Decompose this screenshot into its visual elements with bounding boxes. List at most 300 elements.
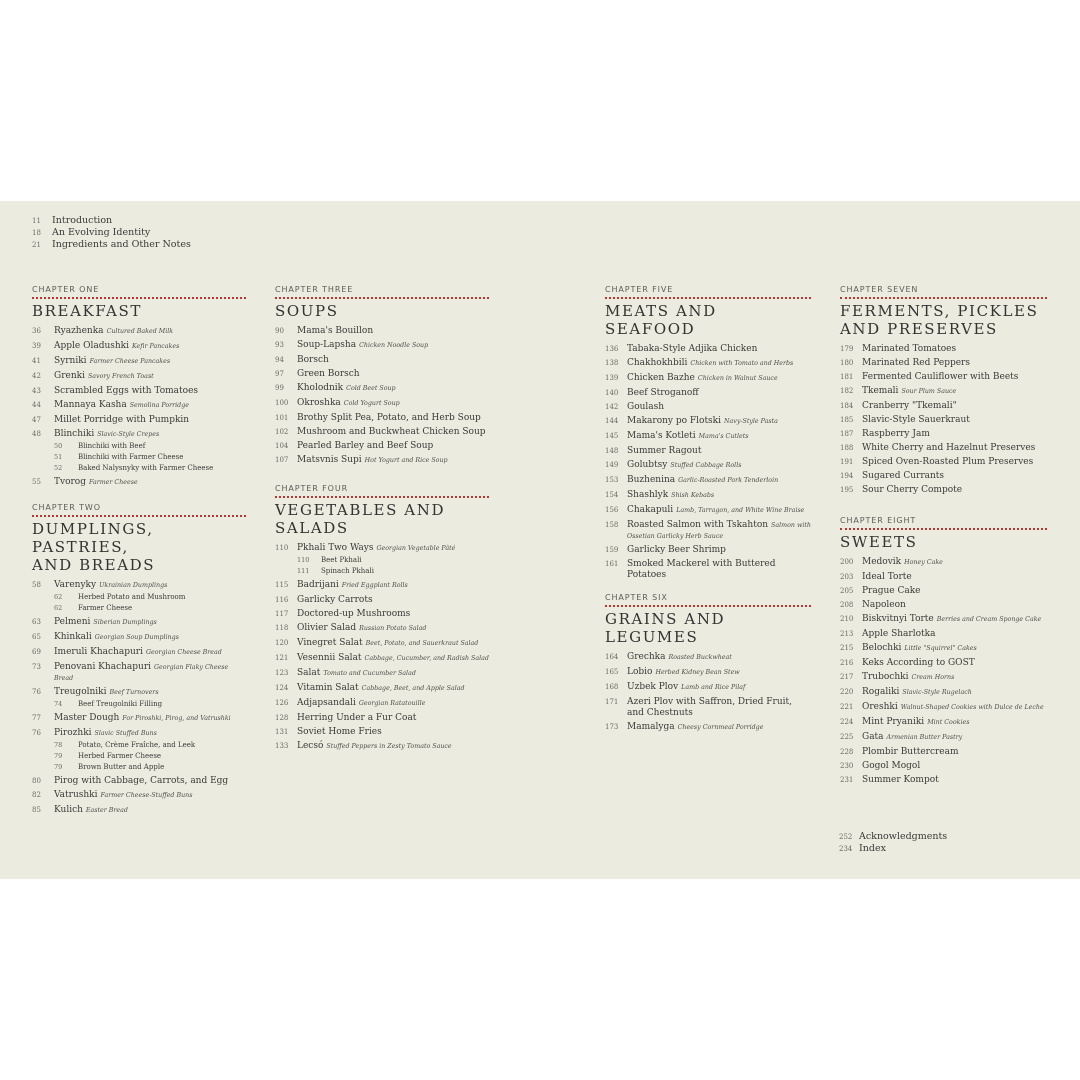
- recipe-subtitle: Stuffed Cabbage Rolls: [670, 462, 742, 469]
- recipe-title: Lobio: [627, 667, 653, 677]
- recipe-title: Spiced Oven-Roasted Plum Preserves: [862, 457, 1034, 467]
- back-matter-list: [839, 831, 947, 855]
- recipe-entry: [275, 666, 489, 681]
- recipe-title: Roasted Salmon with Tskahton: [627, 520, 769, 530]
- recipe-title: Treugolniki: [54, 687, 107, 697]
- page-number: 161: [605, 560, 619, 568]
- page-number: 104: [275, 442, 289, 450]
- recipe-text: [862, 399, 1047, 413]
- recipe-text: [627, 720, 811, 735]
- recipe-entry: [275, 324, 489, 338]
- chapter-breakfast: [32, 285, 246, 490]
- page-number: 133: [275, 742, 289, 750]
- recipe-title: Sour Cherry Compote: [862, 485, 963, 495]
- page-number: 252: [839, 833, 853, 841]
- recipe-variation: [54, 464, 246, 475]
- recipe-entry: [605, 680, 811, 695]
- page-number: 76: [32, 688, 41, 696]
- recipe-text: [297, 439, 489, 453]
- recipe-text: [862, 745, 1047, 759]
- chapter-label: CHAPTER THREE: [275, 285, 489, 299]
- recipe-subtitle: Chicken Noodle Soup: [359, 342, 429, 349]
- recipe-entry: [605, 414, 811, 429]
- recipe-title: Borsch: [297, 355, 329, 365]
- recipe-entry: [840, 427, 1047, 441]
- recipe-title: Imeruli Khachapuri: [54, 647, 143, 657]
- page-number: 208: [840, 601, 854, 609]
- recipe-title: Tkemali: [862, 386, 899, 396]
- recipe-title: Syrniki: [54, 356, 87, 366]
- recipe-text: [627, 518, 811, 543]
- recipe-subtitle: For Piroshki, Pirog, and Vatrushki: [122, 715, 231, 722]
- page-number: 144: [605, 417, 619, 425]
- page-number: 179: [840, 345, 854, 353]
- recipe-title: Slavic-Style Sauerkraut: [862, 415, 970, 425]
- recipe-text: [297, 578, 489, 593]
- page-number: 111: [297, 567, 310, 575]
- recipe-text: [54, 803, 246, 818]
- recipe-subtitle: Garlic-Roasted Pork Tenderloin: [678, 477, 779, 484]
- recipe-text: [862, 700, 1047, 715]
- page-number: 148: [605, 447, 619, 455]
- recipe-entry: [840, 342, 1047, 356]
- recipe-text: [297, 651, 489, 666]
- page-number: 110: [275, 544, 289, 552]
- recipe-entry: [605, 342, 811, 356]
- recipe-text: [54, 475, 246, 490]
- page-number: 39: [32, 342, 41, 350]
- page-number: 123: [275, 669, 289, 677]
- recipe-entry: [605, 400, 811, 414]
- recipe-subtitle: Slavic-Style Crepes: [97, 431, 160, 438]
- recipe-title: Millet Porridge with Pumpkin: [54, 415, 190, 425]
- recipe-title: Vesennii Salat: [297, 653, 362, 663]
- recipe-entry: [275, 696, 489, 711]
- recipe-title: Makarony po Flotski: [627, 416, 722, 426]
- recipe-subtitle: Georgian Soup Dumplings: [94, 634, 179, 641]
- recipe-entry: [275, 439, 489, 453]
- recipe-text: [54, 369, 246, 384]
- page-number: 203: [840, 573, 854, 581]
- recipe-variation: [297, 567, 489, 578]
- recipe-text: [862, 612, 1047, 627]
- recipe-entry: [32, 803, 246, 818]
- page-number: 93: [275, 341, 284, 349]
- page-number: 187: [840, 430, 854, 438]
- recipe-entry: [275, 411, 489, 425]
- recipe-subtitle: Armenian Butter Pastry: [886, 734, 963, 741]
- recipe-subtitle: Sour Plum Sauce: [901, 388, 957, 395]
- recipe-subtitle: Little "Squirrel" Cakes: [904, 645, 977, 652]
- recipe-entry: [275, 381, 489, 396]
- recipe-text: [297, 711, 489, 725]
- page-number: 171: [605, 698, 619, 706]
- recipe-title: Fermented Cauliflower with Beets: [862, 372, 1019, 382]
- recipe-title: Azeri Plov with Saffron, Dried Fruit, and Chestnuts: [627, 697, 792, 718]
- page-number: 85: [32, 806, 41, 814]
- recipe-entry: [32, 578, 246, 593]
- page-number: 131: [275, 728, 289, 736]
- recipe-entry: [605, 473, 811, 488]
- recipe-title: Mannaya Kasha: [54, 400, 127, 410]
- recipe-entry: [32, 711, 246, 726]
- recipe-subtitle: Stuffed Peppers in Zesty Tomato Sauce: [326, 743, 452, 750]
- page-number: 76: [32, 729, 41, 737]
- page-number: 136: [605, 345, 619, 353]
- recipe-entry: [32, 645, 246, 660]
- recipe-subtitle: Cabbage, Beet, and Apple Salad: [361, 685, 465, 692]
- recipe-entry: [605, 665, 811, 680]
- recipe-variation: [54, 741, 246, 752]
- recipe-text: [862, 441, 1047, 455]
- recipe-text: [627, 371, 811, 386]
- recipe-subtitle: Lamb and Rice Pilaf: [681, 684, 746, 691]
- page-number: 55: [32, 478, 41, 486]
- recipe-text: [627, 557, 811, 582]
- page-number: 210: [840, 615, 854, 623]
- variation-title: Blinchiki with Farmer Cheese: [78, 453, 184, 461]
- chapter-label: CHAPTER ONE: [32, 285, 246, 299]
- recipe-variation: [54, 763, 246, 774]
- recipe-title: Varenyky: [54, 580, 97, 590]
- recipe-text: [627, 444, 811, 458]
- recipe-text: [627, 342, 811, 356]
- recipe-text: [54, 384, 246, 398]
- page-number: 220: [840, 688, 854, 696]
- entry-title: Acknowledgments: [859, 831, 948, 842]
- recipe-title: Mama's Kotleti: [627, 431, 696, 441]
- recipe-subtitle: Cold Yogurt Soup: [343, 400, 400, 407]
- recipe-text: [297, 725, 489, 739]
- recipe-entry: [840, 356, 1047, 370]
- page-number: 74: [54, 700, 63, 708]
- recipe-text: [627, 543, 811, 557]
- recipe-subtitle: Georgian Vegetable Pâté: [376, 545, 456, 552]
- page-number: 121: [275, 654, 289, 662]
- recipe-entry: [840, 584, 1047, 598]
- recipe-subtitle: Farmer Cheese: [89, 479, 138, 486]
- recipe-title: Goulash: [627, 402, 665, 412]
- variation-title: Herbed Potato and Mushroom: [78, 593, 186, 601]
- recipe-subtitle: Kefir Pancakes: [132, 343, 180, 350]
- page-number: 225: [840, 733, 854, 741]
- recipe-subtitle: Mint Cookies: [927, 719, 970, 726]
- recipe-title: Biskvitnyi Torte: [862, 614, 934, 624]
- page-number: 51: [54, 453, 63, 461]
- recipe-entry: [605, 720, 811, 735]
- recipe-subtitle: Beet, Potato, and Sauerkraut Salad: [365, 640, 479, 647]
- recipe-title: Golubtsy: [627, 460, 668, 470]
- recipe-entry: [605, 371, 811, 386]
- recipe-subtitle: Cultured Baked Milk: [106, 328, 174, 335]
- page-number: 142: [605, 403, 619, 411]
- page-number: 11: [32, 217, 41, 225]
- recipe-entry: [605, 386, 811, 400]
- recipe-title: Keks According to GOST: [862, 658, 975, 668]
- page-number: 154: [605, 491, 619, 499]
- page-number: 145: [605, 432, 619, 440]
- recipe-title: Gata: [862, 732, 884, 742]
- recipe-title: Pelmeni: [54, 617, 91, 627]
- recipe-subtitle: Lamb, Tarragon, and White Wine Braise: [676, 507, 805, 514]
- variation-title: Beef Treugolniki Filling: [78, 700, 163, 708]
- variation-title: Beet Pkhali: [321, 556, 362, 564]
- recipe-entry: [605, 458, 811, 473]
- recipe-subtitle: Honey Cake: [904, 559, 943, 566]
- recipe-subtitle: Chicken with Tomato and Herbs: [690, 360, 794, 367]
- recipe-title: Cranberry "Tkemali": [862, 401, 957, 411]
- chapter-title: FERMENTS, PICKLES AND PRESERVES: [840, 302, 1039, 338]
- recipe-text: [297, 593, 489, 607]
- page-number: 99: [275, 384, 284, 392]
- page-number: 217: [840, 673, 854, 681]
- recipe-subtitle: Slavic-Style Rugelach: [902, 689, 972, 696]
- recipe-text: [627, 386, 811, 400]
- recipe-variation: [54, 593, 246, 604]
- recipe-title: Tvorog: [54, 477, 86, 487]
- page-number: 181: [840, 373, 854, 381]
- recipe-text: [627, 356, 811, 371]
- recipe-entry: [32, 339, 246, 354]
- recipe-title: Chakhokhbili: [627, 358, 688, 368]
- recipe-title: Blinchiki: [54, 429, 95, 439]
- entry-title: An Evolving Identity: [52, 227, 151, 238]
- page-number: 100: [275, 399, 289, 407]
- page-number: 128: [275, 714, 289, 722]
- recipe-title: Oreshki: [862, 702, 898, 712]
- entry-title: Ingredients and Other Notes: [52, 239, 191, 250]
- page-number: 90: [275, 327, 284, 335]
- page-number: 195: [840, 486, 854, 494]
- page-number: 153: [605, 476, 619, 484]
- page-number: 191: [840, 458, 854, 466]
- page-number: 79: [54, 763, 63, 771]
- recipe-text: [862, 715, 1047, 730]
- recipe-entry: [32, 660, 246, 685]
- recipe-entry: [275, 636, 489, 651]
- page-number: 139: [605, 374, 619, 382]
- recipe-title: Apple Sharlotka: [862, 629, 936, 639]
- recipe-subtitle: Siberian Dumplings: [93, 619, 157, 626]
- chapter-title: DUMPLINGS, PASTRIES, AND BREADS: [32, 520, 156, 574]
- recipe-text: [627, 695, 811, 720]
- recipe-entry: [32, 324, 246, 339]
- recipe-entry: [605, 695, 811, 720]
- recipe-title: Olivier Salad: [297, 623, 357, 633]
- page-number: 21: [32, 241, 41, 249]
- recipe-text: [297, 324, 489, 338]
- recipe-entry: [605, 543, 811, 557]
- page-number: 62: [54, 593, 63, 601]
- recipe-entry: [275, 681, 489, 696]
- recipe-text: [297, 607, 489, 621]
- recipe-text: [54, 660, 246, 685]
- recipe-entry: [275, 651, 489, 666]
- recipe-text: [862, 759, 1047, 773]
- recipe-subtitle: Georgian Flaky Cheese Bread: [54, 664, 229, 682]
- recipe-title: Brothy Split Pea, Potato, and Herb Soup: [297, 413, 481, 423]
- variation-title: Baked Nalysnyky with Farmer Cheese: [78, 464, 214, 472]
- page-number: 62: [54, 604, 63, 612]
- recipe-entry: [32, 398, 246, 413]
- recipe-entry: [840, 612, 1047, 627]
- recipe-title: Rogaliki: [862, 687, 900, 697]
- page-number: 69: [32, 648, 41, 656]
- page-number: 182: [840, 387, 854, 395]
- recipe-title: Mamalyga: [627, 722, 675, 732]
- back-matter-item: [839, 831, 947, 843]
- recipe-text: [862, 641, 1047, 656]
- chapter-sweets: [840, 516, 1047, 787]
- recipe-subtitle: Walnut-Shaped Cookies with Dulce de Leche: [900, 704, 1044, 711]
- back-matter-item: [839, 843, 947, 855]
- recipe-title: Napoleon: [862, 600, 906, 610]
- recipe-entry: [32, 774, 246, 788]
- recipe-text: [54, 615, 246, 630]
- page-number: 78: [54, 741, 63, 749]
- recipe-subtitle: Tomato and Cucumber Salad: [323, 670, 416, 677]
- page-number: 102: [275, 428, 289, 436]
- recipe-entry: [605, 444, 811, 458]
- recipe-entry: [275, 578, 489, 593]
- page-number: 43: [32, 387, 41, 395]
- recipe-title: Shashlyk: [627, 490, 669, 500]
- recipe-title: Garlicky Beer Shrimp: [627, 545, 726, 555]
- page-number: 164: [605, 653, 619, 661]
- page-number: 124: [275, 684, 289, 692]
- page-number: 110: [297, 556, 310, 564]
- recipe-entry: [275, 621, 489, 636]
- recipe-text: [297, 681, 489, 696]
- recipe-text: [862, 455, 1047, 469]
- recipe-text: [627, 429, 811, 444]
- recipe-text: [862, 427, 1047, 441]
- page-number: 173: [605, 723, 619, 731]
- recipe-text: [297, 425, 489, 439]
- recipe-entry: [840, 469, 1047, 483]
- variation-title: Potato, Crème Fraîche, and Leek: [78, 741, 196, 749]
- recipe-text: [54, 685, 246, 700]
- recipe-entry: [840, 598, 1047, 612]
- chapter-ferments-pickles-preserves: [840, 285, 1047, 497]
- page-number: 80: [32, 777, 41, 785]
- recipe-text: [862, 370, 1047, 384]
- recipe-title: Herring Under a Fur Coat: [297, 713, 417, 723]
- page-number: 63: [32, 618, 41, 626]
- recipe-entry: [275, 353, 489, 367]
- chapter-meats-seafood: [605, 285, 811, 582]
- page-number: 117: [275, 610, 289, 618]
- recipe-subtitle: Cold Beet Soup: [346, 385, 396, 392]
- recipe-entry: [840, 685, 1047, 700]
- recipe-title: Mushroom and Buckwheat Chicken Soup: [297, 427, 486, 437]
- recipe-text: [54, 630, 246, 645]
- recipe-entry: [32, 726, 246, 741]
- recipe-entry: [32, 788, 246, 803]
- recipe-entry: [840, 759, 1047, 773]
- recipe-entry: [275, 396, 489, 411]
- recipe-entry: [275, 739, 489, 754]
- front-matter-list: [32, 215, 191, 251]
- recipe-entry: [840, 441, 1047, 455]
- recipe-subtitle: Hot Yogurt and Rice Soup: [364, 457, 448, 464]
- page-number: 48: [32, 430, 41, 438]
- recipe-text: [297, 396, 489, 411]
- recipe-title: Soviet Home Fries: [297, 727, 382, 737]
- recipe-variation: [54, 442, 246, 453]
- recipe-subtitle: Fried Eggplant Rolls: [341, 582, 408, 589]
- recipe-title: Mint Pryaniki: [862, 717, 925, 727]
- recipe-text: [54, 354, 246, 369]
- recipe-text: [54, 413, 246, 427]
- page-number: 213: [840, 630, 854, 638]
- chapter-title: SWEETS: [840, 533, 918, 551]
- page-number: 82: [32, 791, 41, 799]
- recipe-entry: [840, 656, 1047, 670]
- recipe-entry: [32, 615, 246, 630]
- recipe-subtitle: Slavic Stuffed Buns: [94, 730, 157, 737]
- recipe-text: [862, 773, 1047, 787]
- chapter-dumplings-pastries-breads: [32, 503, 246, 818]
- recipe-title: Chicken Bazhe: [627, 373, 695, 383]
- recipe-text: [862, 384, 1047, 399]
- chapter-soups: [275, 285, 489, 468]
- page-number: 234: [839, 845, 853, 853]
- recipe-title: Prague Cake: [862, 586, 921, 596]
- chapter-title: GRAINS AND LEGUMES: [605, 610, 726, 646]
- recipe-subtitle: Chicken in Walnut Sauce: [697, 375, 778, 382]
- recipe-entry: [840, 455, 1047, 469]
- page-number: 41: [32, 357, 41, 365]
- recipe-subtitle: Navy-Style Pasta: [724, 418, 778, 425]
- recipe-text: [297, 381, 489, 396]
- recipe-entry: [275, 425, 489, 439]
- recipe-entry: [840, 745, 1047, 759]
- recipe-entry: [275, 593, 489, 607]
- recipe-text: [297, 411, 489, 425]
- recipe-title: Tabaka-Style Adjika Chicken: [627, 344, 758, 354]
- page-number: 140: [605, 389, 619, 397]
- recipe-subtitle: Ukrainian Dumplings: [99, 582, 168, 589]
- chapter-title: MEATS AND SEAFOOD: [605, 302, 717, 338]
- recipe-text: [297, 621, 489, 636]
- recipe-title: Vitamin Salat: [297, 683, 359, 693]
- page-number: 77: [32, 714, 41, 722]
- recipe-text: [297, 636, 489, 651]
- recipe-text: [54, 645, 246, 660]
- page-number: 97: [275, 370, 284, 378]
- page-number: 165: [605, 668, 619, 676]
- recipe-title: Khinkali: [54, 632, 92, 642]
- recipe-text: [54, 427, 246, 442]
- recipe-subtitle: Cabbage, Cucumber, and Radish Salad: [364, 655, 489, 662]
- recipe-title: Okroshka: [297, 398, 341, 408]
- page-number: 101: [275, 414, 289, 422]
- recipe-text: [297, 696, 489, 711]
- recipe-text: [54, 726, 246, 741]
- recipe-text: [862, 413, 1047, 427]
- chapter-grains-legumes: [605, 593, 811, 735]
- recipe-text: [862, 656, 1047, 670]
- entry-title: Index: [859, 843, 886, 854]
- recipe-subtitle: Herbed Kidney Bean Stew: [655, 669, 740, 676]
- recipe-entry: [840, 641, 1047, 656]
- recipe-text: [862, 730, 1047, 745]
- recipe-title: White Cherry and Hazelnut Preserves: [862, 443, 1036, 453]
- recipe-entry: [32, 427, 246, 442]
- recipe-entry: [840, 483, 1047, 497]
- page-number: 107: [275, 456, 289, 464]
